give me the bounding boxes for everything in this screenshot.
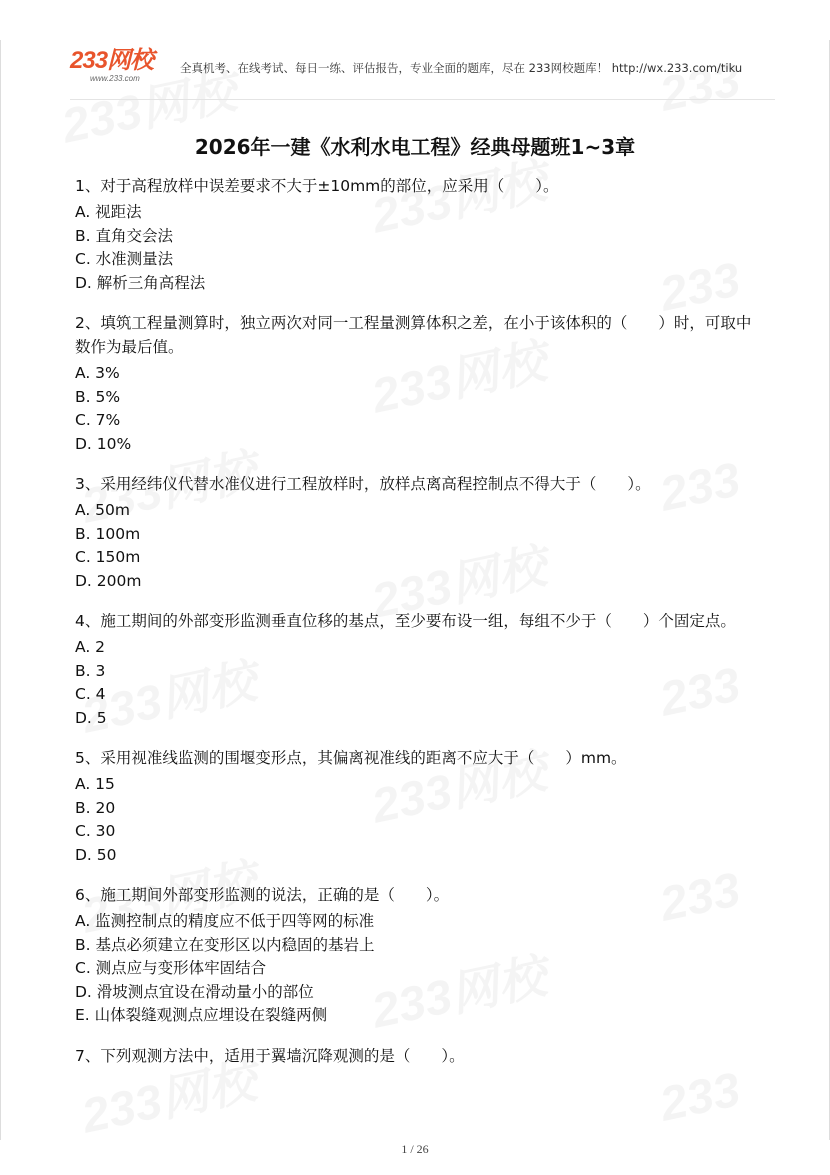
question-text: 5、采用视准线监测的围堰变形点，其偏离视准线的距离不应大于（ ）mm。: [75, 749, 627, 767]
page-edge-left: [0, 40, 1, 1140]
answer-option: D. 5: [75, 708, 107, 727]
header-slogan: 全真机考、在线考试、每日一练、评估报告，专业全面的题库，尽在 233网校题库！ http://wx.233.com/tiku: [180, 61, 743, 75]
answer-option: A. 视距法: [75, 203, 142, 221]
question-block: [75, 472, 755, 593]
answer-option: B. 20: [75, 798, 116, 817]
answer-option: D. 10%: [75, 434, 132, 453]
question-list: [75, 174, 755, 1084]
answer-option: D. 解析三角高程法: [75, 273, 206, 292]
logo-text: 233网校: [70, 47, 154, 74]
question-text: 1、对于高程放样中误差要求不大于±10mm的部位，应采用（ ）。: [75, 177, 559, 195]
question-block: [75, 1044, 755, 1068]
question-block: [75, 174, 755, 295]
question-block: [75, 746, 755, 867]
answer-option: C. 水准测量法: [75, 250, 174, 268]
question-block: [75, 609, 755, 730]
answer-option: C. 30: [75, 822, 116, 840]
question-text: 7、下列观测方法中，适用于翼墙沉降观测的是（ ）。: [75, 1046, 465, 1065]
question-text: 2、填筑工程量测算时，独立两次对同一工程量测算体积之差，在小于该体积的（ ）时，可取中数作为最后值。: [75, 314, 752, 356]
answer-option: C. 4: [75, 685, 106, 703]
answer-option: B. 3: [75, 661, 106, 680]
page-number: 1 / 26: [401, 1142, 429, 1156]
answer-option: B. 直角交会法: [75, 226, 173, 245]
answer-option: D. 滑坡测点宜设在滑动量小的部位: [75, 982, 314, 1001]
answer-option: B. 5%: [75, 387, 121, 406]
answer-option: A. 2: [75, 638, 106, 656]
question-text: 3、采用经纬仪代替水准仪进行工程放样时，放样点离高程控制点不得大于（ ）。: [75, 475, 651, 493]
answer-option: C. 测点应与变形体牢固结合: [75, 959, 267, 977]
logo-url: www.233.com: [90, 74, 140, 83]
document-title: 2026年一建《水利水电工程》经典母题班1~3章: [194, 135, 636, 159]
question-block: [75, 883, 755, 1028]
answer-option: A. 监测控制点的精度应不低于四等网的标准: [75, 912, 375, 930]
answer-option: B. 基点必须建立在变形区以内稳固的基岩上: [75, 935, 375, 954]
answer-option: C. 150m: [75, 548, 141, 566]
answer-option: E. 山体裂缝观测点应埋设在裂缝两侧: [75, 1006, 328, 1024]
answer-option: A. 3%: [75, 364, 120, 382]
answer-option: D. 50: [75, 845, 117, 864]
header-divider: [70, 99, 775, 100]
question-text: 4、施工期间的外部变形监测垂直位移的基点，至少要布设一组，每组不少于（ ）个固定点。: [75, 612, 736, 630]
brand-logo: [70, 48, 153, 83]
answer-option: D. 200m: [75, 571, 142, 590]
answer-option: A. 50m: [75, 501, 131, 519]
question-block: [75, 311, 755, 456]
answer-option: B. 100m: [75, 524, 141, 543]
question-text: 6、施工期间外部变形监测的说法，正确的是（ ）。: [75, 886, 450, 904]
answer-option: C. 7%: [75, 411, 121, 429]
answer-option: A. 15: [75, 775, 115, 793]
